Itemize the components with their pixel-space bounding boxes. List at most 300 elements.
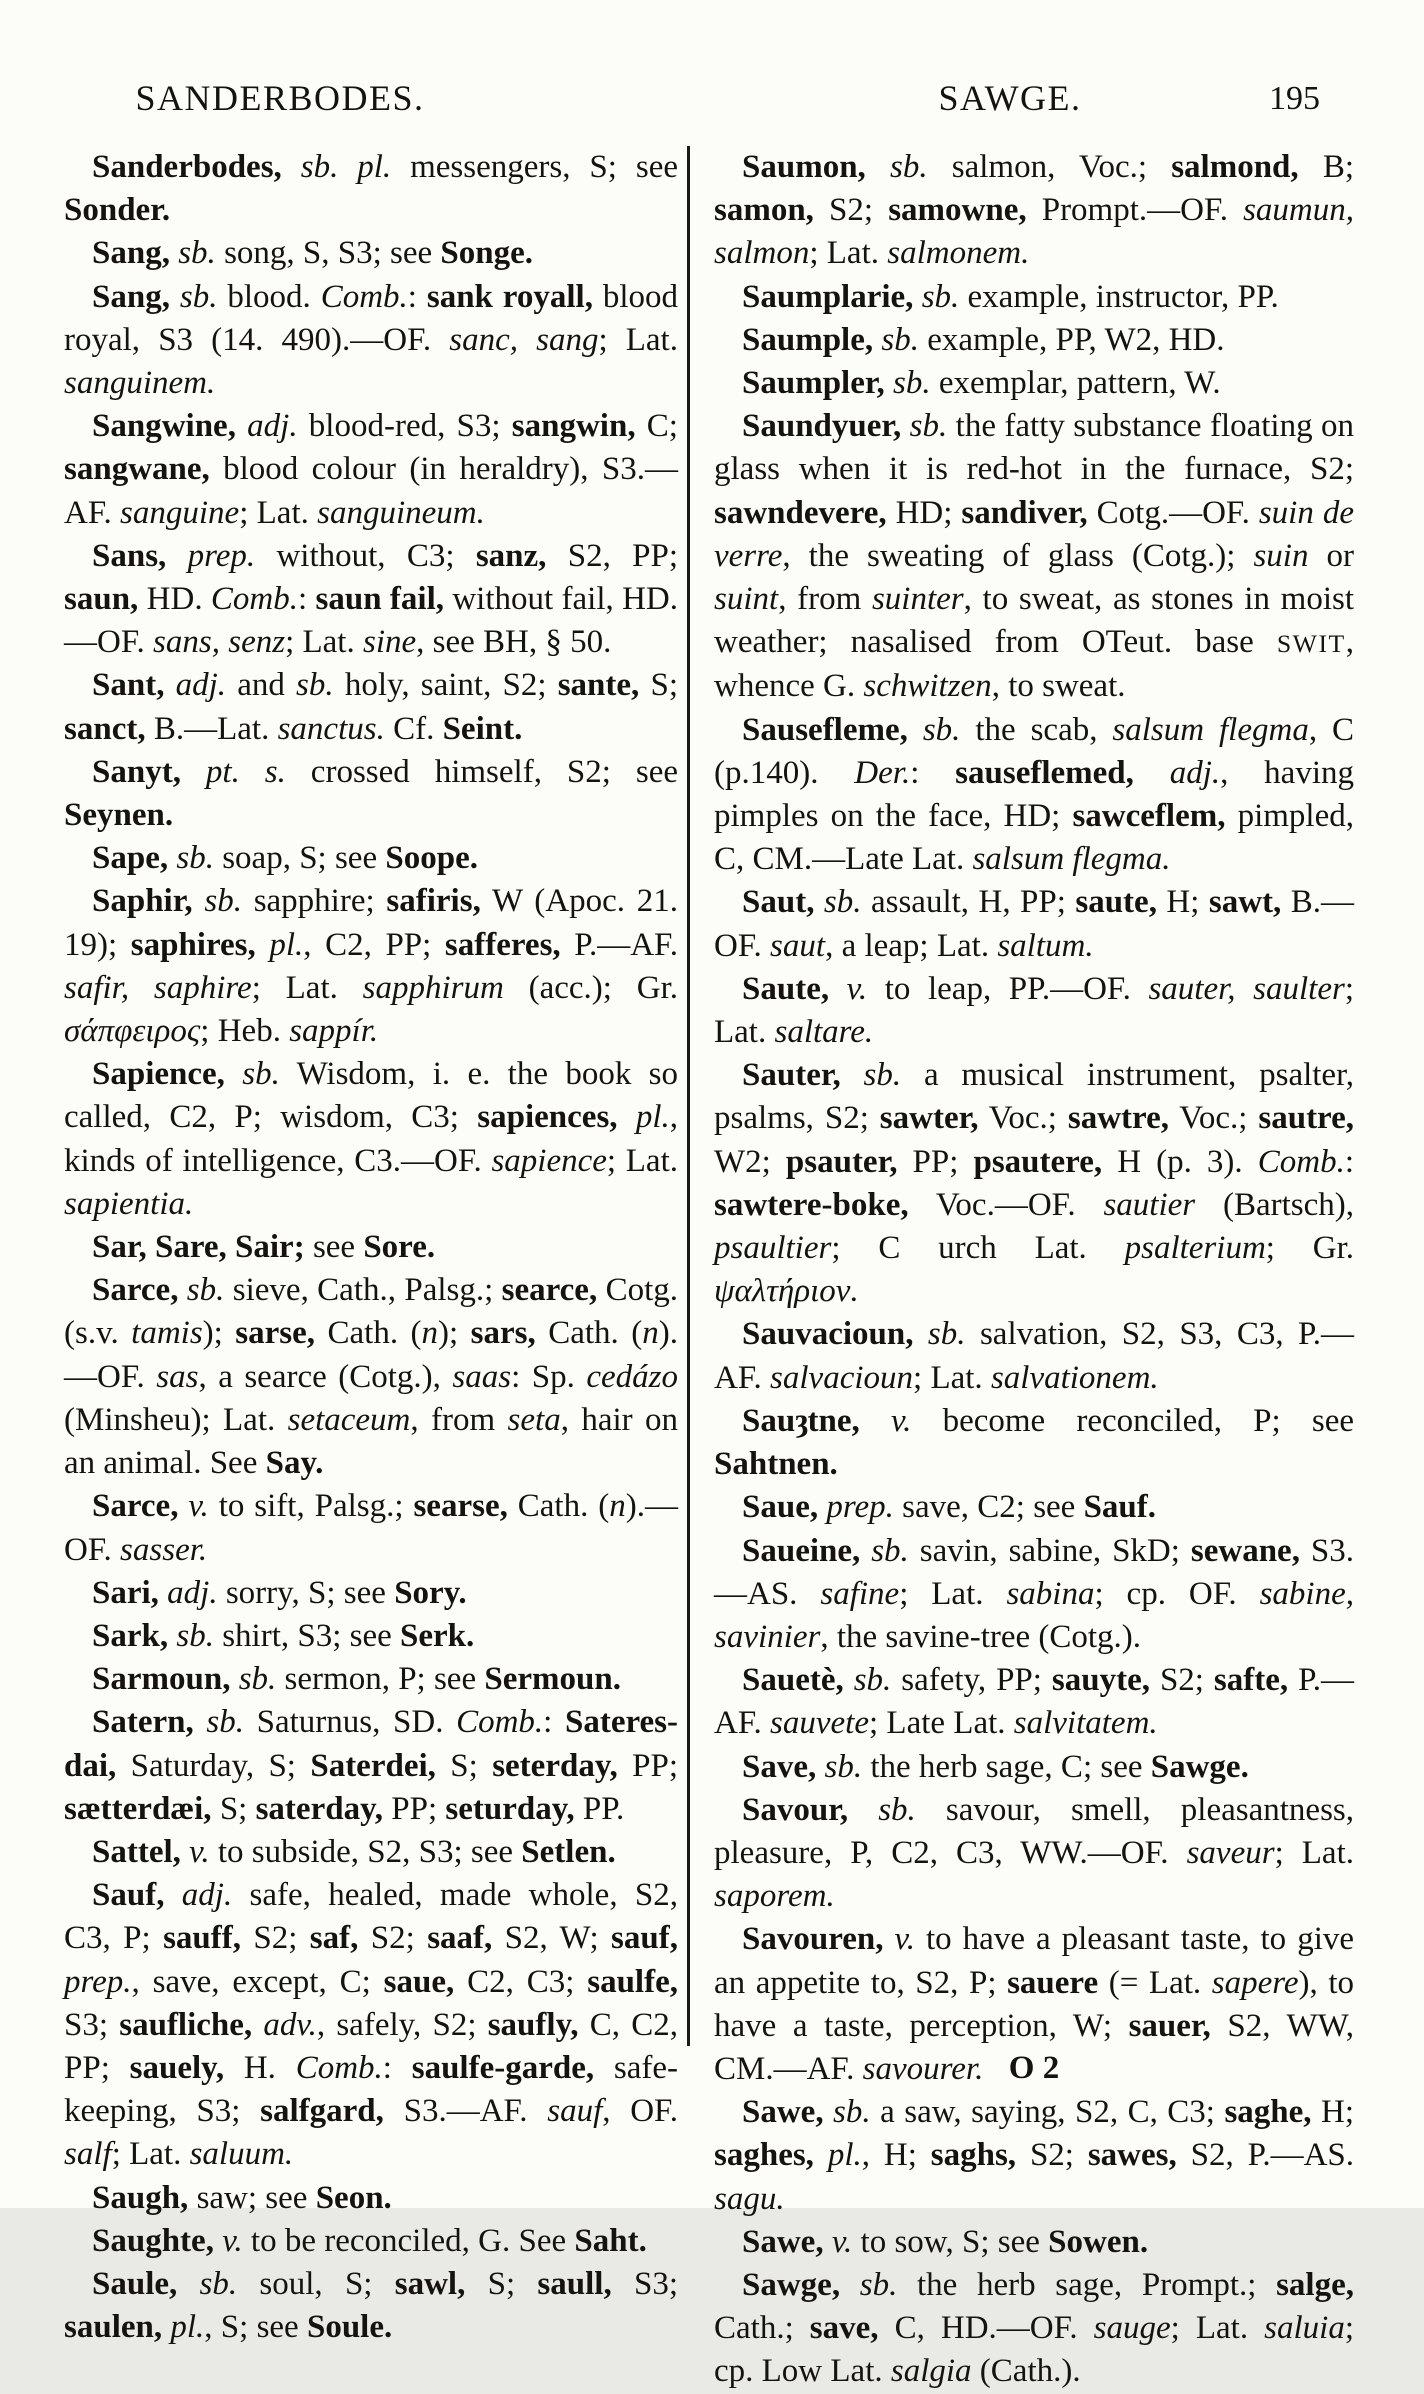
- dictionary-entry: [64, 2263, 678, 2349]
- headword: Sausefleme,: [742, 711, 908, 748]
- entry-text-run: setaceum: [287, 1401, 411, 1438]
- entry-text-run: sauyte,: [1051, 1662, 1150, 1699]
- entry-text-run: v.: [823, 2223, 853, 2260]
- entry-text-run: H.: [224, 2049, 296, 2086]
- dictionary-entry: [714, 1400, 1354, 1486]
- entry-text-run: pl.: [617, 1099, 670, 1136]
- entry-text-run: sanctus.: [277, 710, 385, 747]
- dictionary-entry: [64, 146, 678, 232]
- entry-text-run: Sateres-dai,: [64, 1704, 679, 1784]
- dictionary-entry: [64, 1658, 678, 1701]
- entry-text-run: Sore.: [363, 1229, 436, 1266]
- entry-text-run: :: [910, 754, 956, 791]
- entry-text-run: sb. pl.: [281, 149, 392, 185]
- entry-text-run: S2, WW, CM.—AF.: [714, 2007, 1354, 2087]
- entry-text-run: sabine, savinier: [714, 1575, 1354, 1655]
- entry-text-run: Cath.;: [714, 2310, 810, 2347]
- entry-text-run: sanz,: [475, 537, 547, 574]
- headword: Sawe,: [742, 2094, 824, 2131]
- dictionary-entry: [64, 2177, 678, 2220]
- entry-text-run: ; Lat.: [809, 235, 888, 272]
- entry-text-run: Cath. (: [315, 1315, 422, 1352]
- entry-text-run: salvation, S2, S3, C3, P.—AF.: [714, 1316, 1354, 1396]
- entry-text-run: PP;: [383, 1790, 446, 1827]
- headword: Sarce,: [92, 1488, 179, 1525]
- dictionary-entry: [64, 1053, 678, 1226]
- entry-text-run: sauf: [547, 2093, 603, 2130]
- headword: Saueine,: [742, 1532, 861, 1569]
- entry-text-run: samon,: [714, 192, 814, 229]
- entry-text-run: blood.: [217, 278, 321, 315]
- entry-text-run: or: [1308, 537, 1354, 574]
- entry-text-run: sb.: [843, 1662, 892, 1699]
- entry-text-run: sawter,: [879, 1100, 979, 1137]
- entry-text-run: save,: [809, 2310, 879, 2347]
- entry-text-run: Comb.: [295, 2049, 383, 2086]
- dictionary-entry: [64, 535, 678, 665]
- entry-text-run: safety, PP;: [891, 1662, 1052, 1699]
- entry-text-run: song, S, S3; see: [215, 235, 441, 272]
- entry-text-run: safe-keeping, S3;: [64, 2049, 678, 2130]
- dictionary-entry: [714, 1486, 1354, 1529]
- entry-text-run: S2;: [241, 1920, 310, 1957]
- entry-text-run: blood colour (in heraldry), S3.—AF.: [64, 451, 678, 531]
- entry-text-run: sauely,: [129, 2049, 225, 2086]
- entry-text-run: sabina: [1006, 1575, 1095, 1612]
- entry-text-run: saporem.: [714, 1878, 835, 1915]
- entry-text-run: the herb sage, Prompt.;: [897, 2266, 1277, 2303]
- entry-text-run: samowne,: [888, 192, 1027, 229]
- entry-text-run: psauter,: [785, 1143, 898, 1180]
- entry-text-run: sangwin,: [511, 408, 636, 445]
- entry-text-run: sautier: [1103, 1186, 1196, 1223]
- entry-text-run: ; Lat.: [606, 1142, 678, 1179]
- entry-text-run: Voc.—OF.: [908, 1186, 1104, 1223]
- entry-text-run: sb.: [848, 1791, 916, 1828]
- dictionary-entry: [714, 1746, 1354, 1789]
- entry-text-run: , H;: [861, 2137, 931, 2174]
- entry-text-run: safiris,: [386, 883, 481, 920]
- entry-text-run: :: [1344, 1143, 1354, 1180]
- entry-text-run: without, C3;: [255, 537, 476, 574]
- entry-text-run: S3;: [64, 2006, 120, 2043]
- entry-text-run: sb.: [177, 2265, 238, 2302]
- entry-text-run: PP.: [574, 1790, 625, 1827]
- dictionary-entry: [64, 1269, 678, 1485]
- entry-text-run: sine: [362, 624, 417, 661]
- entry-text-run: , S; see: [204, 2309, 307, 2346]
- dictionary-entry: [714, 1313, 1354, 1399]
- entry-text-run: sb.: [816, 1748, 863, 1785]
- entry-text-run: sb.: [168, 1617, 214, 1654]
- entry-text-run: PP;: [897, 1143, 974, 1180]
- entry-text-run: sandiver,: [961, 494, 1088, 531]
- headword: Saumon,: [742, 149, 866, 185]
- entry-text-run: salmon, Voc.;: [927, 149, 1172, 185]
- entry-text-run: , from: [778, 581, 872, 618]
- entry-text-run: sermon, P; see: [276, 1661, 485, 1698]
- entry-text-run: salsum flegma: [1112, 711, 1309, 748]
- entry-text-run: pl.: [813, 2137, 862, 2174]
- entry-text-run: sauter, saulter: [1148, 970, 1345, 1007]
- headword: Saule,: [92, 2265, 178, 2302]
- entry-text-run: S2, W;: [492, 1920, 612, 1957]
- entry-text-run: searse,: [413, 1488, 508, 1525]
- entry-text-run: saluia: [1264, 2310, 1345, 2347]
- entry-text-run: saulen,: [64, 2309, 163, 2346]
- entry-text-run: sb.: [913, 278, 960, 315]
- entry-text-run: safe, healed, made whole, S2, C3, P;: [64, 1877, 679, 1957]
- entry-text-run: Comb.: [1257, 1143, 1345, 1180]
- entry-text-run: ; Lat.: [714, 970, 1354, 1051]
- entry-text-run: sb.: [230, 1661, 277, 1698]
- headword: Saumplarie,: [742, 278, 914, 315]
- entry-text-run: P.—AF.: [714, 1662, 1355, 1742]
- entry-text-run: pl.: [162, 2309, 205, 2346]
- entry-text-run: SWIT: [1276, 629, 1346, 659]
- dictionary-entry: [714, 405, 1354, 708]
- entry-text-run: salvitatem.: [1013, 1705, 1158, 1742]
- entry-text-run: sapphirum: [362, 969, 504, 1006]
- entry-text-run: sappír.: [289, 1013, 379, 1050]
- entry-text-run: sanct,: [64, 710, 146, 747]
- entry-text-run: saltum.: [997, 927, 1094, 964]
- entry-text-run: a saw, saying, S2, C, C3;: [870, 2094, 1225, 2131]
- entry-text-run: sauf,: [611, 1920, 678, 1957]
- entry-text-run: saun,: [64, 581, 139, 618]
- entry-text-run: adj.: [235, 408, 298, 445]
- entry-text-run: ; Late Lat.: [869, 1705, 1014, 1742]
- entry-text-run: Sermoun.: [484, 1661, 621, 1698]
- entry-text-run: Sory.: [394, 1574, 467, 1611]
- dictionary-entry: [64, 2220, 678, 2263]
- dictionary-entry: [714, 968, 1354, 1054]
- dictionary-entry: [714, 1789, 1354, 1919]
- entry-text-run: , kinds of intelligence, C3.—OF.: [64, 1099, 679, 1179]
- entry-text-run: , safely, S2;: [316, 2006, 488, 2043]
- entry-text-run: blood-red, S3;: [297, 408, 512, 445]
- entry-text-run: :: [298, 581, 316, 618]
- entry-text-run: Cath. (: [507, 1488, 610, 1525]
- entry-text-run: crossed himself, S2; see: [285, 753, 678, 790]
- entry-text-run: Say.: [265, 1445, 324, 1482]
- dictionary-entry: [714, 1530, 1354, 1660]
- dictionary-entry: [64, 837, 678, 880]
- entry-text-run: sarse,: [235, 1315, 316, 1352]
- entry-text-run: salvationem.: [990, 1359, 1159, 1396]
- entry-text-run: S2;: [1150, 1662, 1214, 1699]
- entry-text-run: v.: [883, 1921, 915, 1958]
- entry-text-run: sanc, sang: [449, 321, 599, 358]
- entry-text-run: sb.: [169, 235, 216, 272]
- entry-text-run: ; Lat.: [899, 1575, 1007, 1612]
- entry-text-run: Saterdei,: [310, 1747, 436, 1784]
- entry-text-run: n: [609, 1488, 626, 1525]
- entry-text-run: saaf,: [427, 1920, 493, 1957]
- entry-text-run: sapiences,: [477, 1099, 618, 1136]
- entry-text-run: seterday,: [492, 1747, 618, 1784]
- entry-text-run: sorry, S; see: [217, 1574, 395, 1611]
- entry-text-run: safine: [820, 1575, 900, 1612]
- entry-text-run: to subside, S2, S3; see: [209, 1833, 522, 1870]
- entry-text-run: v.: [829, 970, 868, 1007]
- entry-text-run: savin, sabine, SkD;: [908, 1532, 1191, 1569]
- entry-text-run: :: [407, 278, 427, 315]
- entry-text-run: , C2, PP;: [303, 926, 445, 963]
- entry-text-run: adj.: [164, 1877, 233, 1914]
- entry-text-run: sans, senz: [153, 624, 286, 661]
- entry-text-run: prep.: [818, 1489, 894, 1526]
- dictionary-entry: [64, 751, 678, 837]
- entry-text-run: saulfe-garde,: [411, 2049, 595, 2086]
- entry-text-run: sagu.: [714, 2180, 785, 2217]
- entry-text-run: saghs,: [930, 2137, 1017, 2174]
- entry-text-run: ; Lat.: [598, 321, 678, 358]
- entry-text-run: sas: [156, 1358, 199, 1395]
- dictionary-entry: [64, 1226, 678, 1269]
- headword: Sawge,: [742, 2266, 841, 2303]
- entry-text-run: saf,: [309, 1920, 359, 1957]
- entry-text-run: ; Lat.: [913, 1359, 991, 1396]
- entry-text-run: W (Apoc. 21. 19);: [64, 883, 678, 963]
- entry-text-run: psalterium: [1124, 1230, 1266, 1267]
- headword: Sauf,: [92, 1877, 165, 1914]
- entry-text-run: sanguine: [120, 494, 240, 531]
- entry-text-run: sawtre,: [1067, 1100, 1169, 1137]
- entry-text-run: become reconciled, P; see: [911, 1402, 1355, 1439]
- entry-text-run: sb.: [296, 667, 334, 704]
- entry-text-run: Soope.: [385, 840, 478, 877]
- entry-text-run: adv.: [252, 2006, 317, 2043]
- entry-text-run: ).—OF.: [64, 1315, 678, 1395]
- entry-text-run: saue,: [383, 1963, 455, 2000]
- entry-text-run: C;: [635, 408, 678, 445]
- dictionary-entry: [714, 1659, 1354, 1745]
- entry-text-run: S2;: [358, 1920, 428, 1957]
- headword: Sark,: [92, 1617, 169, 1654]
- entry-text-run: saltare.: [774, 1014, 874, 1051]
- entry-text-run: Sahtnen.: [714, 1446, 838, 1483]
- entry-text-run: sapientia.: [64, 1185, 194, 1222]
- entry-text-run: adj.: [164, 667, 227, 704]
- entry-text-run: sante,: [557, 667, 640, 704]
- entry-text-run: without fail, HD.—OF.: [64, 581, 678, 661]
- entry-text-run: Der.: [854, 754, 911, 791]
- entry-text-run: exemplar, pattern, W.: [930, 365, 1221, 402]
- entry-text-run: Saht.: [574, 2222, 647, 2259]
- headword: Sari,: [92, 1574, 159, 1611]
- entry-text-run: savourer.: [862, 2050, 984, 2087]
- entry-text-run: salmond,: [1171, 149, 1299, 185]
- entry-text-run: , hair on an animal. See: [64, 1401, 679, 1482]
- dictionary-entry: [64, 1701, 678, 1831]
- headword: Saugh,: [92, 2179, 189, 2216]
- entry-text-run: B;: [1298, 149, 1355, 185]
- entry-text-run: sb.: [823, 2094, 871, 2131]
- entry-text-run: salf: [64, 2136, 112, 2173]
- entry-text-run: save, C2; see: [893, 1489, 1084, 1526]
- entry-text-run: sb.: [913, 1316, 966, 1353]
- entry-text-run: (Minsheu); Lat.: [64, 1401, 288, 1438]
- entry-text-run: Comb.: [210, 581, 299, 618]
- entry-text-run: W2;: [714, 1143, 786, 1180]
- entry-text-run: σάπφειρος: [64, 1013, 201, 1050]
- entry-text-run: ; Gr.: [1265, 1230, 1355, 1267]
- entry-text-run: ).—OF.: [64, 1488, 678, 1568]
- entry-text-run: sauer,: [1128, 2007, 1211, 2044]
- entry-text-run: saufliche,: [119, 2006, 253, 2043]
- headword: Saumple,: [742, 321, 874, 358]
- entry-text-run: sb.: [907, 711, 961, 748]
- dictionary-entry: [64, 1831, 678, 1874]
- entry-text-run: sb.: [192, 883, 242, 920]
- entry-text-run: (= Lat.: [1098, 1964, 1212, 2001]
- entry-text-run: (Cath.).: [971, 2353, 1081, 2390]
- headword: Sauvacioun,: [742, 1316, 914, 1353]
- entry-text-run: Sonder.: [64, 192, 171, 229]
- entry-text-run: saulfe,: [587, 1963, 678, 2000]
- entry-text-run: ; Lat.: [1274, 1834, 1354, 1871]
- entry-text-run: sb.: [178, 1272, 225, 1309]
- entry-text-run: Comb.: [456, 1704, 544, 1741]
- entry-text-run: ), to have a taste, perception, W;: [714, 1964, 1354, 2044]
- dictionary-entry: [714, 362, 1354, 405]
- entry-text-run: salgia: [890, 2353, 972, 2390]
- entry-text-run: saufly,: [487, 2006, 579, 2043]
- entry-text-run: safir, saphire: [64, 969, 252, 1006]
- dictionary-entry: [64, 1615, 678, 1658]
- headword: Savouren,: [742, 1921, 884, 1958]
- entry-text-run: saphires,: [130, 926, 256, 963]
- entry-text-run: H (p. 3).: [1102, 1143, 1258, 1180]
- entry-text-run: pl.: [255, 926, 304, 963]
- entry-text-run: sars,: [470, 1315, 536, 1352]
- entry-text-run: salsum flegma.: [972, 841, 1171, 878]
- entry-text-run: v.: [180, 1833, 210, 1870]
- dictionary-entry: [714, 881, 1354, 967]
- entry-text-run: S;: [465, 2265, 538, 2302]
- entry-text-run: S3;: [611, 2265, 678, 2302]
- column-divider-rule: [687, 146, 690, 2046]
- headword: Sapience,: [92, 1056, 225, 1093]
- entry-text-run: ; cp. Low Lat.: [714, 2310, 1354, 2390]
- entry-text-run: saut: [770, 927, 826, 964]
- entry-text-run: C, HD.—OF.: [878, 2310, 1094, 2347]
- entry-text-run: sieve, Cath., Palsg.;: [224, 1272, 502, 1309]
- entry-text-run: PP;: [617, 1747, 678, 1784]
- entry-text-run: , the savine-tree (Cotg.).: [820, 1618, 1142, 1655]
- entry-text-run: Voc.;: [978, 1100, 1068, 1137]
- entry-text-run: ; Lat.: [239, 494, 318, 531]
- entry-text-run: sanguineum.: [317, 494, 485, 531]
- entry-text-run: Cotg.—OF.: [1087, 494, 1259, 531]
- entry-text-run: and: [226, 667, 297, 704]
- entry-text-run: , from: [410, 1401, 508, 1438]
- headword: Sanderbodes,: [92, 149, 282, 185]
- entry-text-run: a musical instrument, psalter, psalms, S2;: [714, 1057, 1354, 1137]
- entry-text-run: adj.: [1133, 754, 1221, 791]
- entry-text-run: S2;: [813, 192, 889, 229]
- entry-text-run: example, instructor, PP.: [959, 278, 1279, 315]
- entry-text-run: schwitzen: [863, 668, 992, 705]
- entry-text-run: Seon.: [315, 2179, 392, 2216]
- entry-text-run: : Sp.: [511, 1358, 587, 1395]
- entry-text-run: sewane,: [1190, 1532, 1300, 1569]
- entry-text-run: saute,: [1075, 884, 1157, 921]
- entry-text-run: Voc.;: [1168, 1100, 1259, 1137]
- entry-text-run: salfgard,: [260, 2093, 384, 2130]
- entry-text-run: sauseflemed,: [955, 754, 1134, 791]
- entry-text-run: sautre,: [1258, 1100, 1355, 1137]
- headword: Saughte,: [92, 2222, 214, 2259]
- entry-text-run: sapience: [491, 1142, 607, 1179]
- entry-text-run: pimpled, C, CM.—Late Lat.: [714, 798, 1354, 878]
- headword: Sang,: [92, 278, 170, 315]
- entry-text-run: to have a pleasant taste, to give an appetite to, S2, P;: [714, 1921, 1355, 2001]
- entry-text-run: saveur: [1186, 1834, 1275, 1871]
- entry-text-run: Saturday, S;: [116, 1747, 311, 1784]
- entry-text-run: savour, smell, pleasantness, pleasure, P, C2, C3, WW.—OF.: [714, 1791, 1355, 1871]
- entry-text-run: HD;: [886, 494, 962, 531]
- entry-text-run: adj.: [158, 1574, 218, 1611]
- entry-text-run: shirt, S3; see: [213, 1617, 401, 1654]
- entry-text-run: );: [438, 1315, 471, 1352]
- entry-text-run: Cath. (: [535, 1315, 643, 1352]
- headword: Save,: [742, 1748, 817, 1785]
- entry-text-run: n: [642, 1315, 659, 1352]
- entry-text-run: P.—AF.: [560, 926, 678, 963]
- entry-text-run: Seynen.: [64, 797, 174, 834]
- entry-text-run: S2, PP;: [546, 537, 679, 574]
- entry-text-run: v.: [178, 1488, 209, 1525]
- entry-text-run: :: [382, 2049, 412, 2086]
- entry-text-run: S2;: [1016, 2137, 1088, 2174]
- entry-text-run: , C (p.140).: [714, 711, 1355, 791]
- entry-text-run: C, C2, PP;: [64, 2006, 678, 2086]
- entry-text-run: see: [304, 1229, 364, 1266]
- entry-text-run: ψαλτήριον.: [714, 1273, 859, 1310]
- entry-text-run: Cf.: [384, 710, 443, 747]
- entry-text-run: sb.: [193, 1704, 244, 1741]
- dictionary-entry: [714, 2221, 1354, 2264]
- headword: Saue,: [742, 1489, 819, 1526]
- entry-text-run: sb.: [169, 278, 218, 315]
- entry-text-run: Comb.: [320, 278, 408, 315]
- entry-text-run: salvacioun: [770, 1359, 914, 1396]
- entry-text-run: Serk.: [400, 1617, 475, 1654]
- headword: Sans,: [92, 537, 167, 574]
- signature-mark: O 2: [1008, 2050, 1060, 2086]
- headword: Sauter,: [742, 1057, 841, 1094]
- entry-text-run: ; C urch Lat.: [831, 1230, 1125, 1267]
- entry-text-run: sauff,: [163, 1920, 241, 1957]
- dictionary-entry: [64, 232, 678, 275]
- entry-text-run: HD.: [138, 581, 211, 618]
- entry-text-run: C2, C3;: [454, 1963, 588, 2000]
- entry-text-run: , to sweat, as stones in moist weather; nasalised from OTeut. base: [714, 581, 1355, 661]
- entry-text-run: n: [421, 1315, 439, 1352]
- headword: Saut,: [742, 884, 815, 921]
- page-number: 195: [1269, 80, 1320, 117]
- entry-text-run: Soule.: [306, 2309, 393, 2346]
- entry-text-run: sasser.: [120, 1531, 208, 1568]
- entry-text-run: safferes,: [444, 926, 561, 963]
- entry-text-run: saterday,: [255, 1790, 384, 1827]
- entry-text-run: sb.: [873, 321, 919, 358]
- entry-text-run: saghes,: [714, 2137, 814, 2174]
- headword: Sang,: [92, 235, 170, 272]
- headword: Sape,: [92, 840, 169, 877]
